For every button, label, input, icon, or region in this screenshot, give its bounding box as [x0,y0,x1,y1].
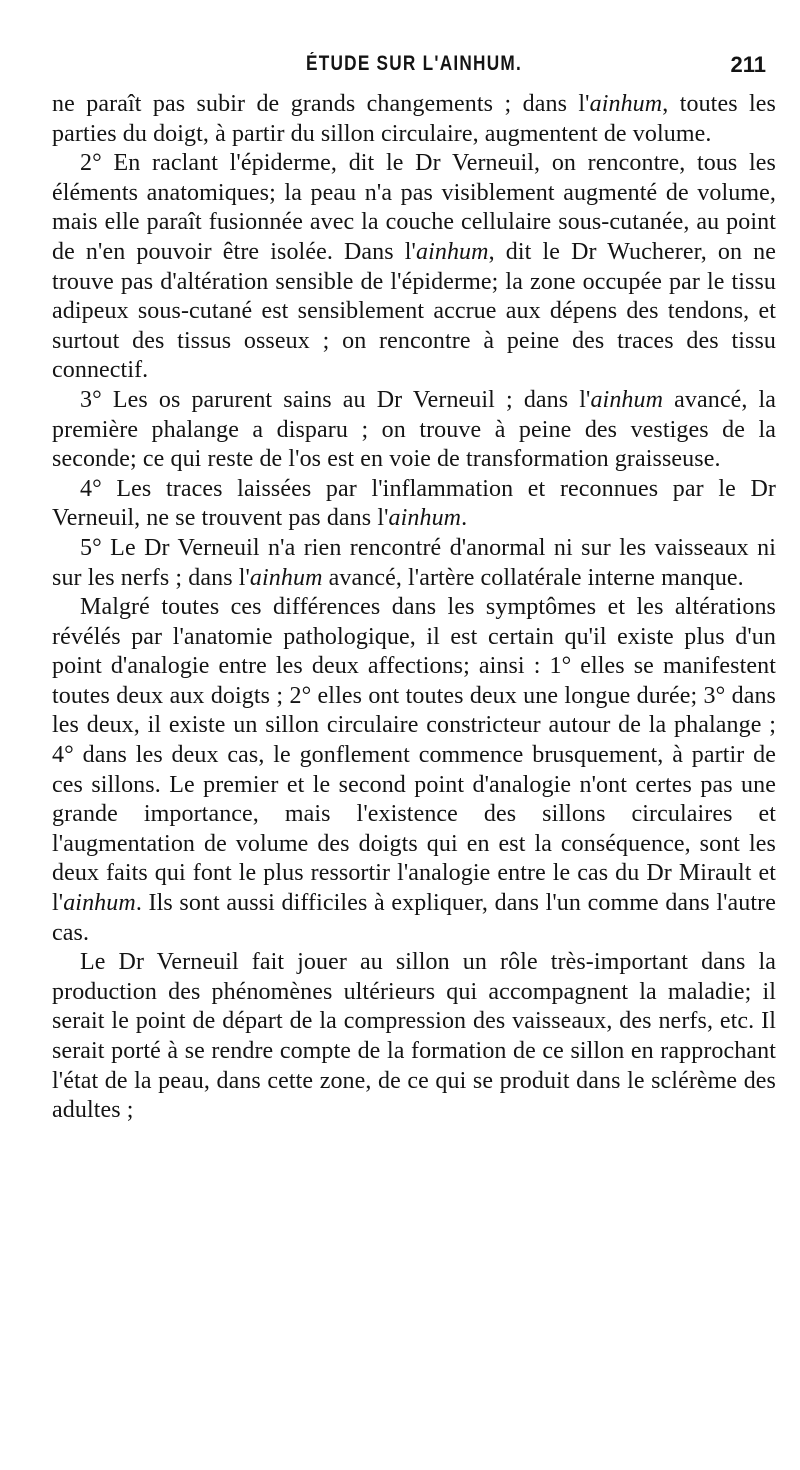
paragraph-analogy [52,593,776,948]
paragraph-point-2 [52,149,776,386]
text-run: , dit le Dr Wucherer, on ne trouve pas d'altération sensible de l'épiderme; la zone occupée par le tissu adipeux sous-cutané est sensiblement accrue aux dépens des tendons, et surtout des tissus osseux ; on rencontre à peine des traces des tissu connectif. [52,238,776,384]
text-run: Malgré toutes ces différences dans les symptômes et les altérations révélés par l'anatomie pathologique, il est certain qu'il existe plus d'un point d'analogie entre les deux affections; ainsi : 1° elles se manifestent toutes deux aux doigts ; 2° elles ont toutes deux une longue durée; 3° dans les deux, il existe un sillon circulaire constricteur autour de la phalange ; 4° dans les deux cas, le gonflement commence brusquement, à partir de ces sillons. Le premier et le second point d'analogie n'ont certes pas une grande importance, mais l'existence des sillons circulaires et l'augmentation de volume des doigts qui en est la conséquence, sont les deux faits qui font le plus ressortir l'analogie entre le cas du Dr Mirault et l' [52,594,776,917]
text-run: 2° En raclant l'épiderme, dit le Dr Verneuil, on rencontre, tous les éléments anatomiques; la peau n'a pas visiblement augmenté de volume, mais elle paraît fusionnée avec la couche cellulaire sous-cutanée, au point de n'en pouvoir être isolée. Dans l' [52,150,776,265]
italic-term: ainhum [249,564,323,591]
italic-term: ainhum [589,91,663,117]
text-run: 5° Le Dr Verneuil n'a rien rencontré d'anormal ni sur les vaisseaux ni sur les nerfs ; dans l' [52,534,776,591]
paragraph-verneuil-role [52,948,776,1126]
running-title: ÉTUDE SUR L'AINHUM. [306,52,522,75]
italic-term: ainhum [388,505,462,532]
paragraph-continuation [52,90,776,149]
page-header [52,52,776,86]
paragraph-point-5 [52,534,776,593]
text-run: . [461,505,468,532]
book-page [52,52,776,1126]
text-run: ne paraît pas subir de grands changements ; dans l' [52,91,590,117]
italic-term: ainhum [415,238,489,265]
page-number: 211 [730,52,766,77]
text-run: . Ils sont aussi difficiles à expliquer, dans l'un comme dans l'autre cas. [52,890,776,946]
body-text [52,90,776,1126]
text-run: 3° Les os parurent sains au Dr Verneuil ; dans l' [80,386,591,413]
italic-term: ainhum [63,890,136,917]
text-run: avancé, l'artère collatérale interne manque. [322,564,744,591]
paragraph-point-3 [52,386,776,475]
text-run: Le Dr Verneuil fait jouer au sillon un rôle très-important dans la production des phénomènes ultérieurs qui accompagnent la maladie; il serait le point de départ de la compression des vaisseaux, des nerfs, etc. Il serait porté à se rendre compte de la formation de ce sillon en rapprochant l'état de la peau, dans cette zone, de ce qui se produit dans le sclérème des adultes ; [52,949,776,1124]
text-run: , toutes les parties du doigt, à partir du sillon circulaire, augmentent de volume. [52,91,776,147]
text-run: avancé, la première phalange a disparu ; on trouve à peine des vestiges de la seconde; ce qui reste de l'os est en voie de transformation graisseuse. [52,386,776,473]
italic-term: ainhum [590,386,664,413]
text-run: 4° Les traces laissées par l'inflammation et reconnues par le Dr Verneuil, ne se trouvent pas dans l' [52,475,776,532]
paragraph-point-4 [52,475,776,534]
